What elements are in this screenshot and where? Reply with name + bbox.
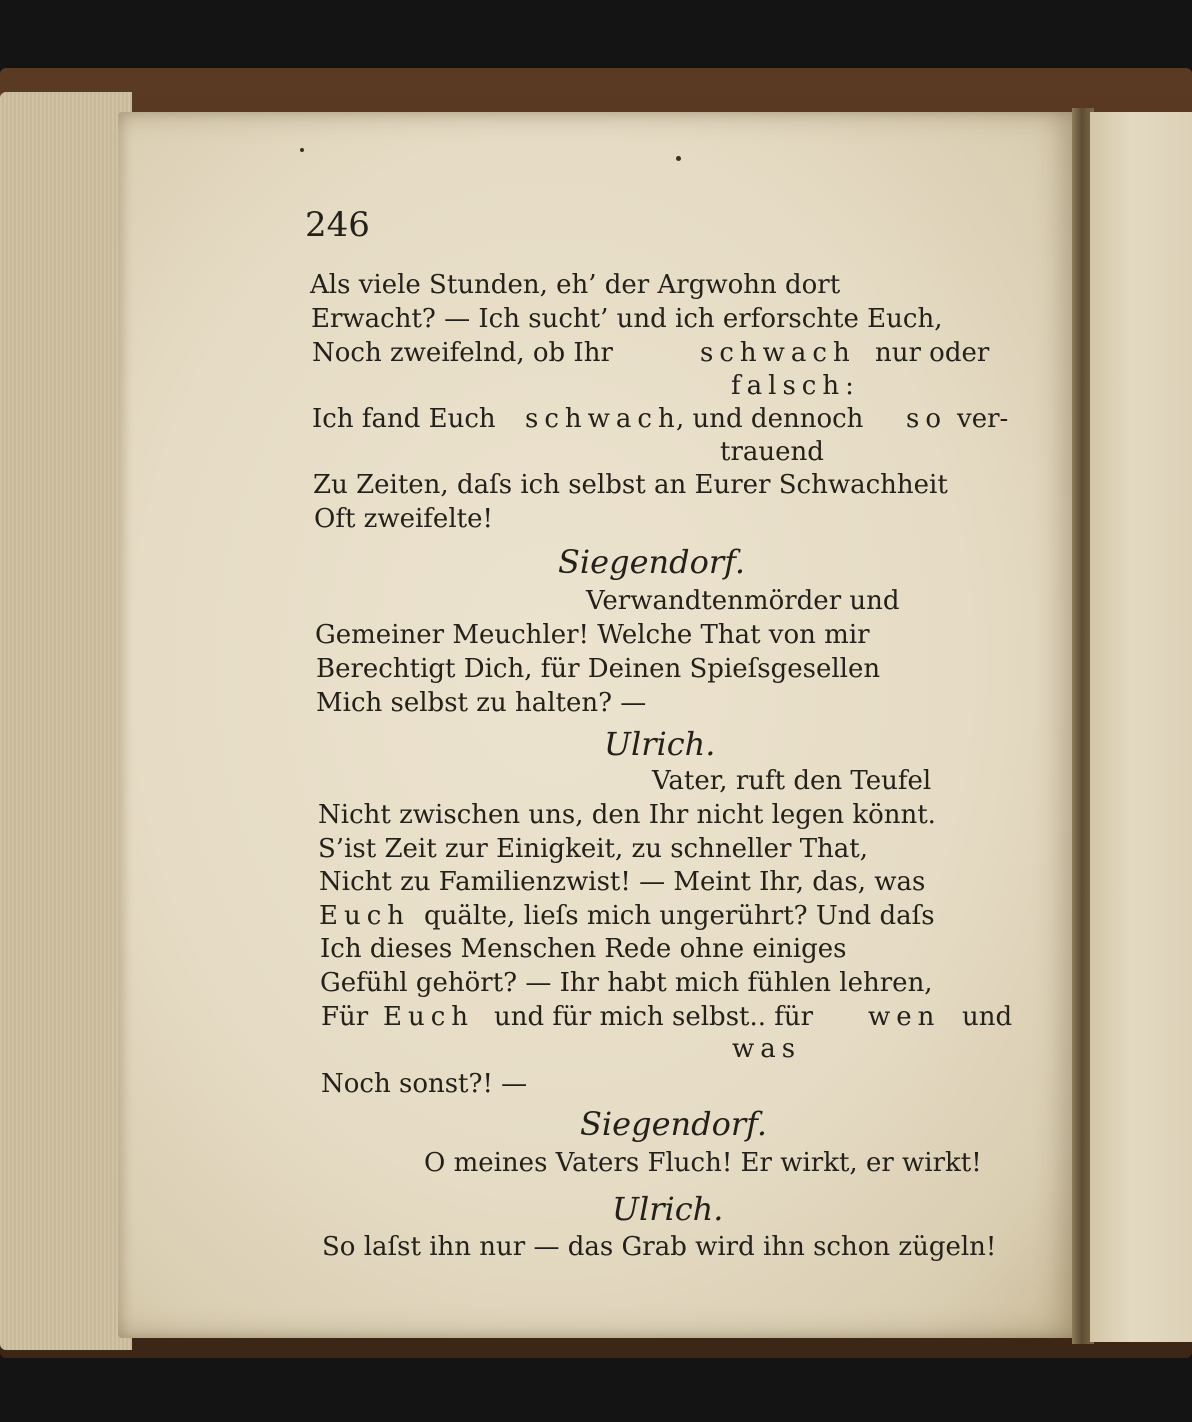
text-line: Als viele Stunden, eh’ der Argwohn dort (310, 270, 841, 300)
text-line: Verwandtenmörder und (586, 586, 900, 616)
text-line: Ich fand Euch (312, 404, 496, 434)
text-line: quälte, lieſs mich ungerührt? Und daſs (424, 901, 935, 931)
spaced-word: falsch: (731, 371, 860, 401)
text-line: Erwacht? — Ich sucht’ und ich erforschte Euch, (311, 304, 943, 334)
text-line: Gemeiner Meuchler! Welche That von mir (315, 620, 870, 650)
text-line: Vater, ruft den Teufel (652, 766, 932, 796)
page-number: 246 (305, 205, 370, 245)
text-line: und (962, 1002, 1013, 1032)
text-line: O meines Vaters Fluch! Er wirkt, er wirkt! (424, 1148, 982, 1178)
text-line: trauend (720, 437, 824, 467)
text-line: So laſst ihn nur — das Grab wird ihn schon zügeln! (322, 1232, 997, 1262)
text-line: Für (321, 1002, 369, 1032)
right-page-edge (1090, 112, 1192, 1342)
text-line: S’ist Zeit zur Einigkeit, zu schneller That, (318, 834, 868, 864)
spaced-word: wen (868, 1002, 941, 1032)
text-line: Oft zweifelte! (314, 504, 493, 534)
text-line: ver- (957, 404, 1009, 434)
ink-speck (300, 148, 304, 152)
text-line: , und dennoch (676, 404, 864, 434)
text-line: Zu Zeiten, daſs ich selbst an Eurer Schwachheit (313, 470, 948, 500)
text-line: nur oder (875, 338, 990, 368)
spaced-word: so (906, 404, 947, 434)
page-edges (0, 92, 132, 1350)
text-line: Ich dieses Menschen Rede ohne einiges (320, 934, 847, 964)
text-line: und für mich selbst.. für (494, 1002, 814, 1032)
spaced-word: Euch (319, 901, 411, 931)
spaced-word: schwach (700, 338, 856, 368)
speaker-name: Ulrich. (604, 725, 716, 763)
text-line: Gefühl gehört? — Ihr habt mich fühlen lehren, (320, 968, 933, 998)
text-line: Berechtigt Dich, für Deinen Spieſsgesellen (316, 654, 881, 684)
text-line: Noch sonst?! — (321, 1069, 528, 1099)
speaker-name: Ulrich. (612, 1190, 724, 1228)
text-line: Noch zweifelnd, ob Ihr (312, 338, 613, 368)
spaced-word: schwach (525, 404, 681, 434)
speaker-name: Siegendorf. (558, 543, 746, 581)
text-line: Mich selbst zu halten? — (316, 688, 647, 718)
spaced-word: Euch (383, 1002, 475, 1032)
ink-speck (676, 156, 681, 161)
text-line: Nicht zwischen uns, den Ihr nicht legen könnt. (318, 800, 936, 830)
spaced-word: was (732, 1034, 802, 1064)
text-line: Nicht zu Familienzwist! — Meint Ihr, das, was (319, 867, 926, 897)
speaker-name: Siegendorf. (580, 1105, 768, 1143)
